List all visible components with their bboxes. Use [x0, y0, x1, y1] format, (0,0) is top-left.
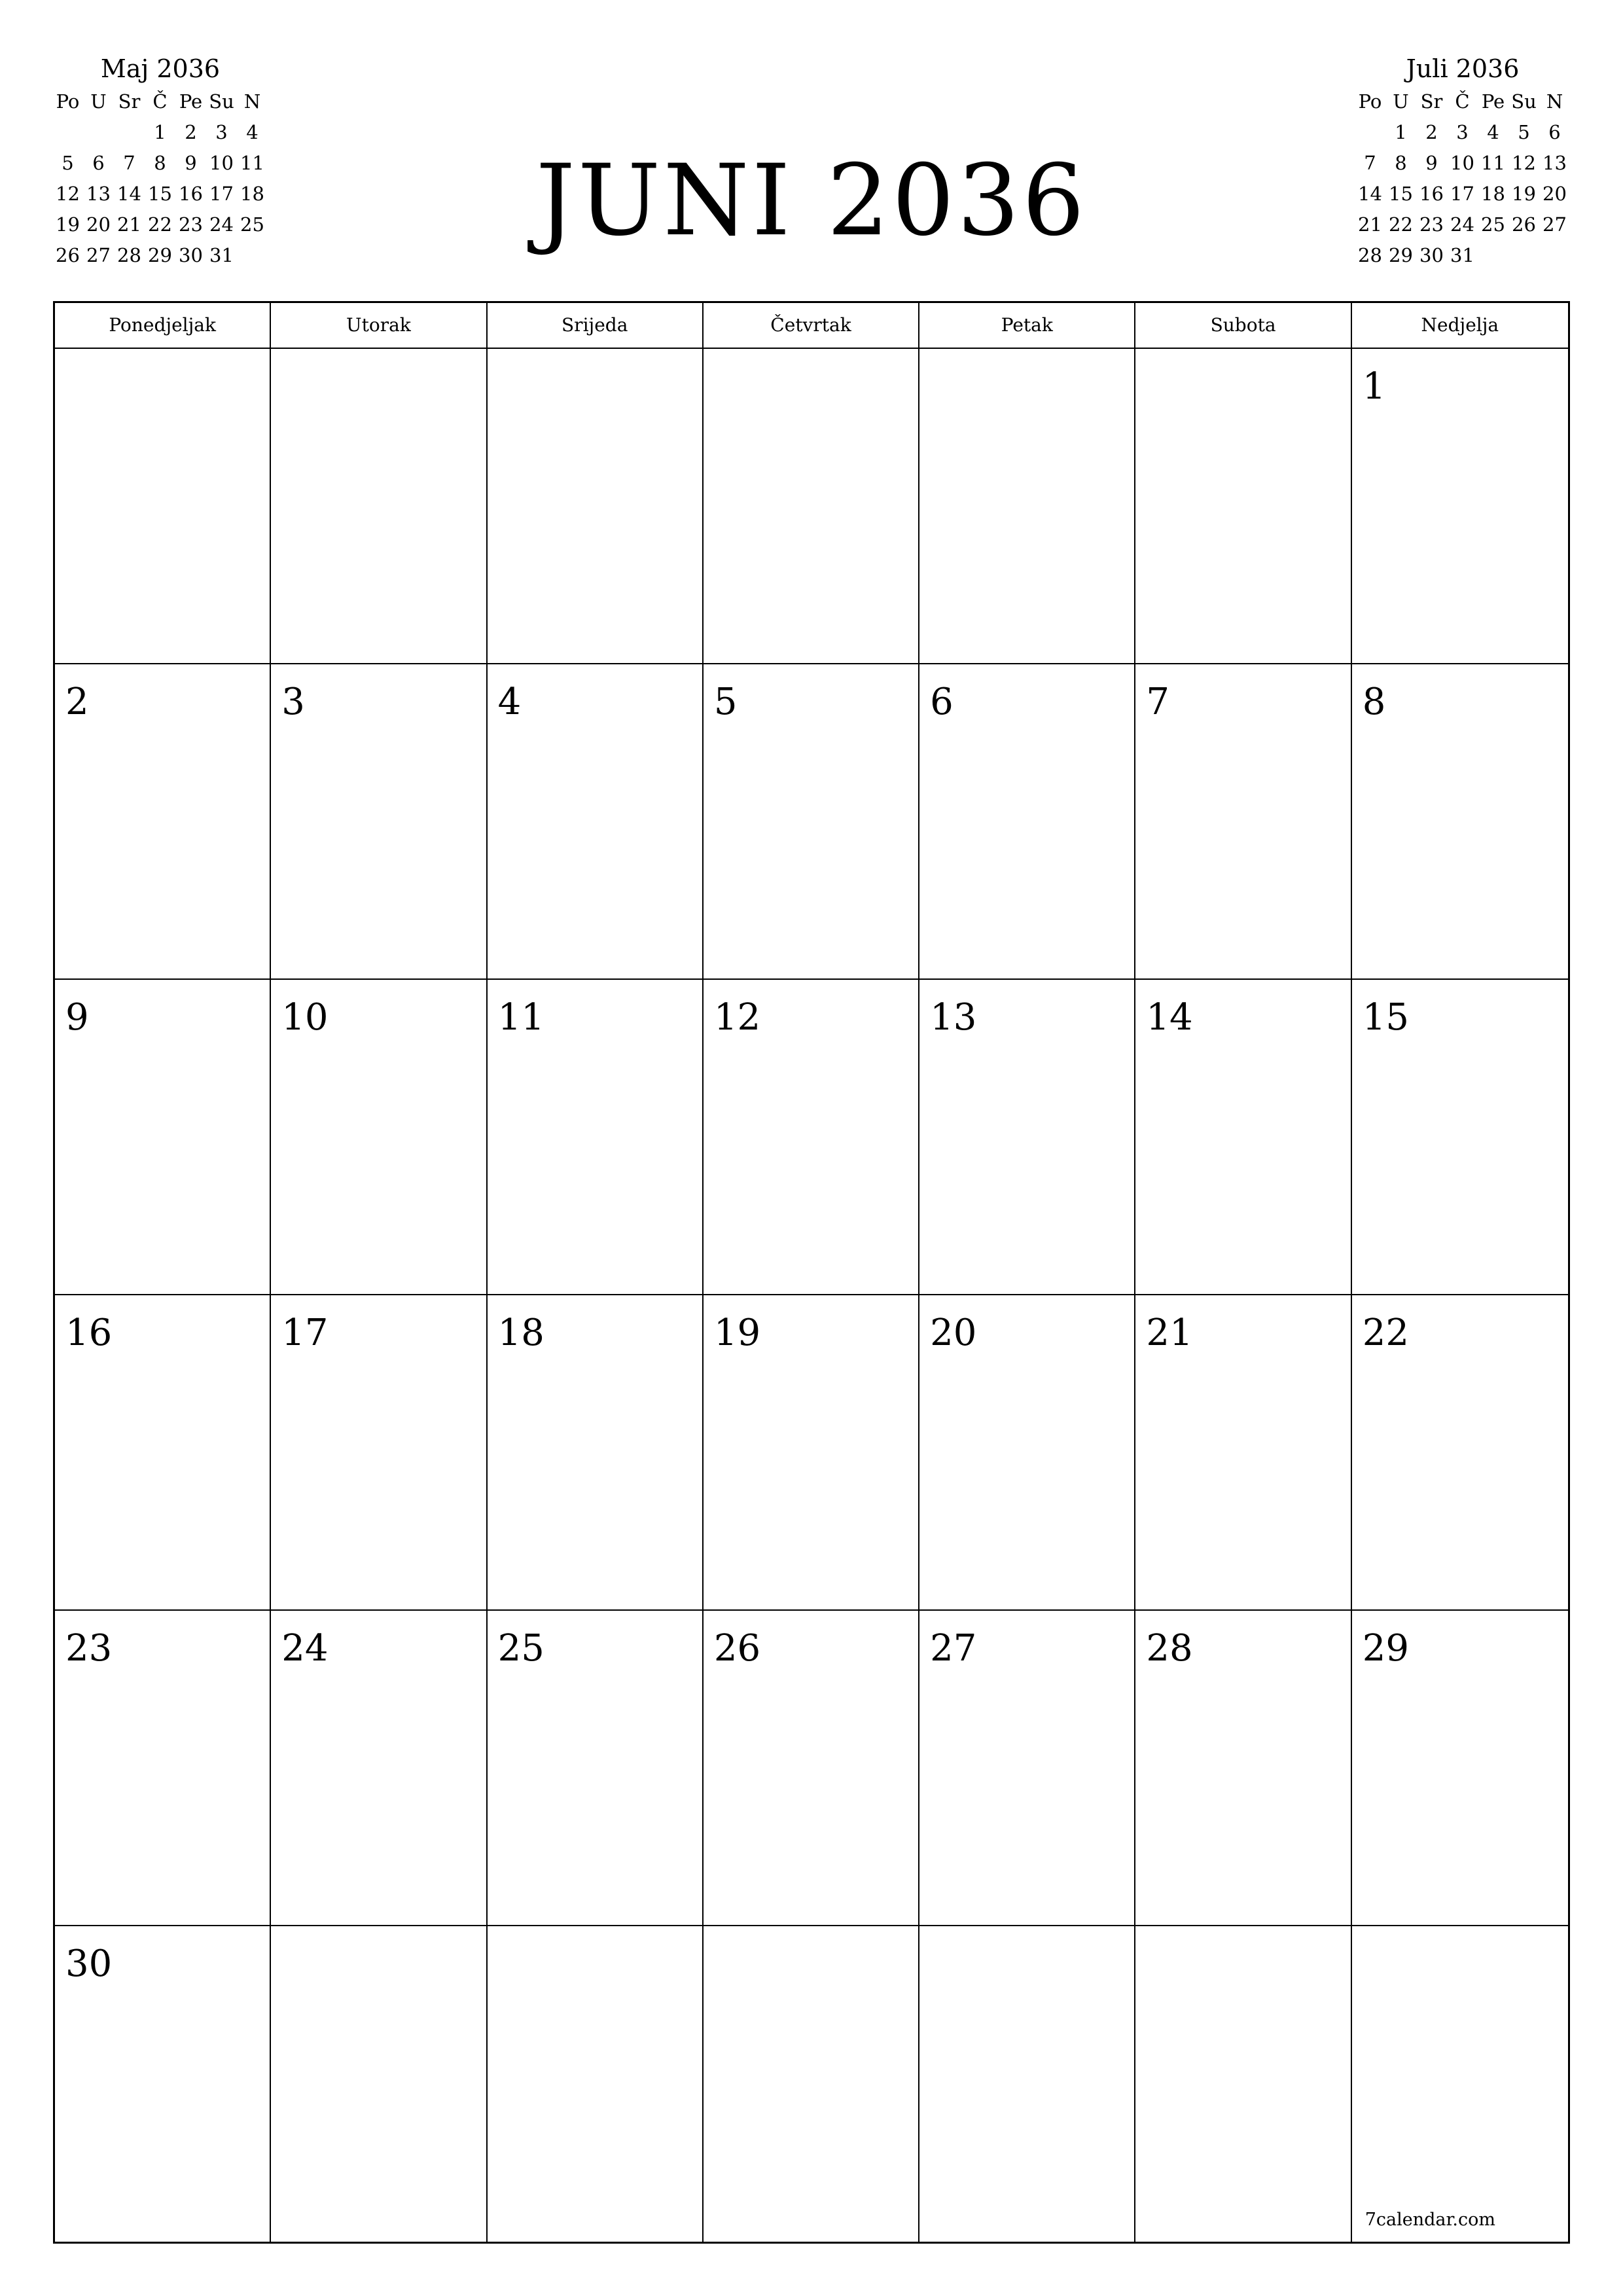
mini-day: 16 — [1419, 183, 1444, 205]
mini-day: 6 — [92, 152, 105, 174]
mini-day: 1 — [154, 121, 166, 143]
day-cell[interactable] — [1135, 980, 1351, 1295]
day-cell[interactable] — [704, 1295, 919, 1611]
day-cell[interactable] — [55, 1295, 271, 1611]
day-number: 23 — [65, 1627, 113, 1670]
day-number: 7 — [1146, 681, 1170, 723]
day-cell[interactable] — [1135, 664, 1351, 980]
day-cell[interactable] — [1135, 1611, 1351, 1926]
day-cell[interactable] — [271, 1295, 487, 1611]
page-title: JUNI 2036 — [535, 144, 1088, 258]
mini-day: 2 — [1425, 121, 1438, 143]
mini-day: 5 — [62, 152, 74, 174]
mini-day: 25 — [1481, 213, 1505, 236]
weekday-header: Srijeda — [488, 303, 704, 349]
day-number: 16 — [65, 1312, 113, 1354]
day-cell[interactable] — [704, 980, 919, 1295]
day-number: 21 — [1146, 1312, 1193, 1354]
day-cell[interactable] — [1352, 349, 1568, 664]
mini-day: 7 — [1364, 152, 1376, 174]
day-number: 6 — [930, 681, 954, 723]
weekday-header: Nedjelja — [1352, 303, 1568, 349]
day-cell[interactable] — [488, 664, 704, 980]
mini-calendar-next — [1355, 51, 1571, 271]
footer-link[interactable]: 7calendar.com — [1364, 2210, 1495, 2230]
day-cell[interactable] — [488, 349, 704, 664]
day-cell[interactable] — [55, 349, 271, 664]
day-cell[interactable] — [919, 1295, 1135, 1611]
day-number: 30 — [65, 1943, 113, 1985]
mini-day: 28 — [1358, 244, 1382, 266]
day-number: 18 — [497, 1312, 544, 1354]
mini-blank — [114, 117, 145, 148]
day-number: 10 — [281, 996, 329, 1039]
day-cell[interactable] — [1135, 1926, 1351, 2242]
day-number: 28 — [1146, 1627, 1193, 1670]
mini-day: 7 — [123, 152, 135, 174]
day-cell[interactable] — [1352, 1926, 1568, 2242]
mini-weekday-label: Sr — [1420, 90, 1443, 113]
mini-day: 31 — [209, 244, 234, 266]
day-cell[interactable] — [704, 664, 919, 980]
mini-day: 13 — [86, 183, 111, 205]
mini-blank — [1355, 117, 1385, 148]
mini-day: 16 — [179, 183, 203, 205]
day-number: 22 — [1362, 1312, 1409, 1354]
mini-day: 17 — [1450, 183, 1474, 205]
weekday-header: Subota — [1135, 303, 1351, 349]
mini-day: 30 — [179, 244, 203, 266]
day-cell[interactable] — [1352, 1611, 1568, 1926]
day-number: 9 — [65, 996, 89, 1039]
mini-calendar-grid — [1355, 86, 1571, 271]
mini-day: 4 — [1487, 121, 1499, 143]
mini-day: 14 — [117, 183, 141, 205]
mini-day: 26 — [56, 244, 80, 266]
mini-day: 10 — [1450, 152, 1474, 174]
mini-day: 12 — [1512, 152, 1536, 174]
mini-day: 19 — [1512, 183, 1536, 205]
mini-day: 21 — [117, 213, 141, 236]
mini-day: 6 — [1548, 121, 1561, 143]
mini-day: 22 — [1389, 213, 1413, 236]
mini-blank — [52, 117, 83, 148]
day-cell[interactable] — [704, 1926, 919, 2242]
mini-day: 18 — [240, 183, 264, 205]
mini-weekday-label: Po — [1358, 90, 1382, 113]
mini-day: 15 — [1389, 183, 1413, 205]
day-number: 27 — [930, 1627, 977, 1670]
mini-day: 25 — [240, 213, 264, 236]
mini-day: 9 — [185, 152, 197, 174]
mini-day: 21 — [1358, 213, 1382, 236]
mini-day: 27 — [1543, 213, 1567, 236]
mini-calendar-title: Maj 2036 — [100, 54, 221, 83]
day-cell[interactable] — [271, 664, 487, 980]
day-number: 25 — [497, 1627, 544, 1670]
day-number: 8 — [1362, 681, 1386, 723]
mini-day: 14 — [1358, 183, 1382, 205]
day-number: 3 — [281, 681, 305, 723]
day-cell[interactable] — [1352, 980, 1568, 1295]
mini-day: 2 — [185, 121, 197, 143]
mini-weekday-label: Su — [209, 90, 234, 113]
day-cell[interactable] — [919, 349, 1135, 664]
day-cell[interactable] — [271, 349, 487, 664]
mini-day: 8 — [154, 152, 166, 174]
day-number: 19 — [713, 1312, 761, 1354]
day-cell[interactable] — [919, 1926, 1135, 2242]
day-cell[interactable] — [488, 1926, 704, 2242]
day-cell[interactable] — [704, 349, 919, 664]
mini-day: 18 — [1481, 183, 1505, 205]
day-number: 17 — [281, 1312, 329, 1354]
day-cell[interactable] — [1135, 349, 1351, 664]
day-number: 20 — [930, 1312, 977, 1354]
day-number: 2 — [65, 681, 89, 723]
mini-weekday-label: Po — [56, 90, 80, 113]
mini-day: 22 — [148, 213, 172, 236]
mini-day: 24 — [1450, 213, 1474, 236]
day-number: 12 — [713, 996, 761, 1039]
weekday-header: Četvrtak — [704, 303, 919, 349]
mini-day: 4 — [246, 121, 259, 143]
mini-weekday-label: U — [1393, 90, 1409, 113]
day-cell[interactable] — [919, 664, 1135, 980]
mini-day: 23 — [179, 213, 203, 236]
weekday-header: Petak — [919, 303, 1135, 349]
mini-weekday-label: Su — [1511, 90, 1537, 113]
mini-weekday-label: N — [243, 90, 261, 113]
mini-day: 11 — [240, 152, 264, 174]
day-cell[interactable] — [1135, 1295, 1351, 1611]
day-number: 24 — [281, 1627, 329, 1670]
mini-day: 19 — [56, 213, 80, 236]
mini-day: 5 — [1518, 121, 1530, 143]
mini-day: 3 — [215, 121, 228, 143]
mini-day: 17 — [209, 183, 234, 205]
mini-day: 8 — [1395, 152, 1407, 174]
mini-weekday-label: Č — [152, 90, 168, 113]
day-number: 13 — [930, 996, 977, 1039]
day-cell[interactable] — [271, 980, 487, 1295]
day-number: 14 — [1146, 996, 1193, 1039]
mini-day: 15 — [148, 183, 172, 205]
day-cell[interactable] — [488, 980, 704, 1295]
mini-weekday-label: Sr — [118, 90, 141, 113]
mini-day: 26 — [1512, 213, 1536, 236]
day-cell[interactable] — [919, 980, 1135, 1295]
weekday-header: Utorak — [271, 303, 487, 349]
day-cell[interactable] — [55, 664, 271, 980]
day-cell[interactable] — [488, 1611, 704, 1926]
day-cell[interactable] — [1352, 664, 1568, 980]
day-number: 5 — [713, 681, 738, 723]
mini-day: 29 — [1389, 244, 1413, 266]
mini-day: 28 — [117, 244, 141, 266]
mini-calendar-title: Juli 2036 — [1406, 54, 1520, 83]
day-cell[interactable] — [55, 1611, 271, 1926]
mini-weekday-label: Pe — [1481, 90, 1505, 113]
mini-weekday-label: U — [90, 90, 107, 113]
day-number: 29 — [1362, 1627, 1409, 1670]
mini-day: 9 — [1425, 152, 1438, 174]
mini-weekday-label: Pe — [179, 90, 203, 113]
mini-day: 30 — [1419, 244, 1444, 266]
day-cell[interactable] — [704, 1611, 919, 1926]
mini-weekday-label: Č — [1455, 90, 1470, 113]
weekday-header: Ponedjeljak — [55, 303, 271, 349]
month-grid — [53, 301, 1570, 2244]
mini-weekday-label: N — [1546, 90, 1563, 113]
mini-day: 23 — [1419, 213, 1444, 236]
day-number: 26 — [713, 1627, 761, 1670]
day-cell[interactable] — [55, 1926, 271, 2242]
mini-day: 29 — [148, 244, 172, 266]
mini-blank — [83, 117, 114, 148]
mini-day: 20 — [1543, 183, 1567, 205]
day-cell[interactable] — [271, 1611, 487, 1926]
mini-day: 11 — [1481, 152, 1505, 174]
day-number: 15 — [1362, 996, 1409, 1039]
day-number: 4 — [497, 681, 522, 723]
mini-day: 12 — [56, 183, 80, 205]
day-number: 11 — [497, 996, 544, 1039]
mini-day: 20 — [86, 213, 111, 236]
mini-day: 10 — [209, 152, 234, 174]
day-cell[interactable] — [488, 1295, 704, 1611]
mini-day: 24 — [209, 213, 234, 236]
day-cell[interactable] — [1352, 1295, 1568, 1611]
day-cell[interactable] — [271, 1926, 487, 2242]
mini-day: 31 — [1450, 244, 1474, 266]
mini-day: 13 — [1543, 152, 1567, 174]
day-number: 1 — [1362, 365, 1386, 408]
day-cell[interactable] — [919, 1611, 1135, 1926]
mini-day: 27 — [86, 244, 111, 266]
day-cell[interactable] — [55, 980, 271, 1295]
mini-day: 3 — [1456, 121, 1469, 143]
mini-day: 1 — [1395, 121, 1407, 143]
